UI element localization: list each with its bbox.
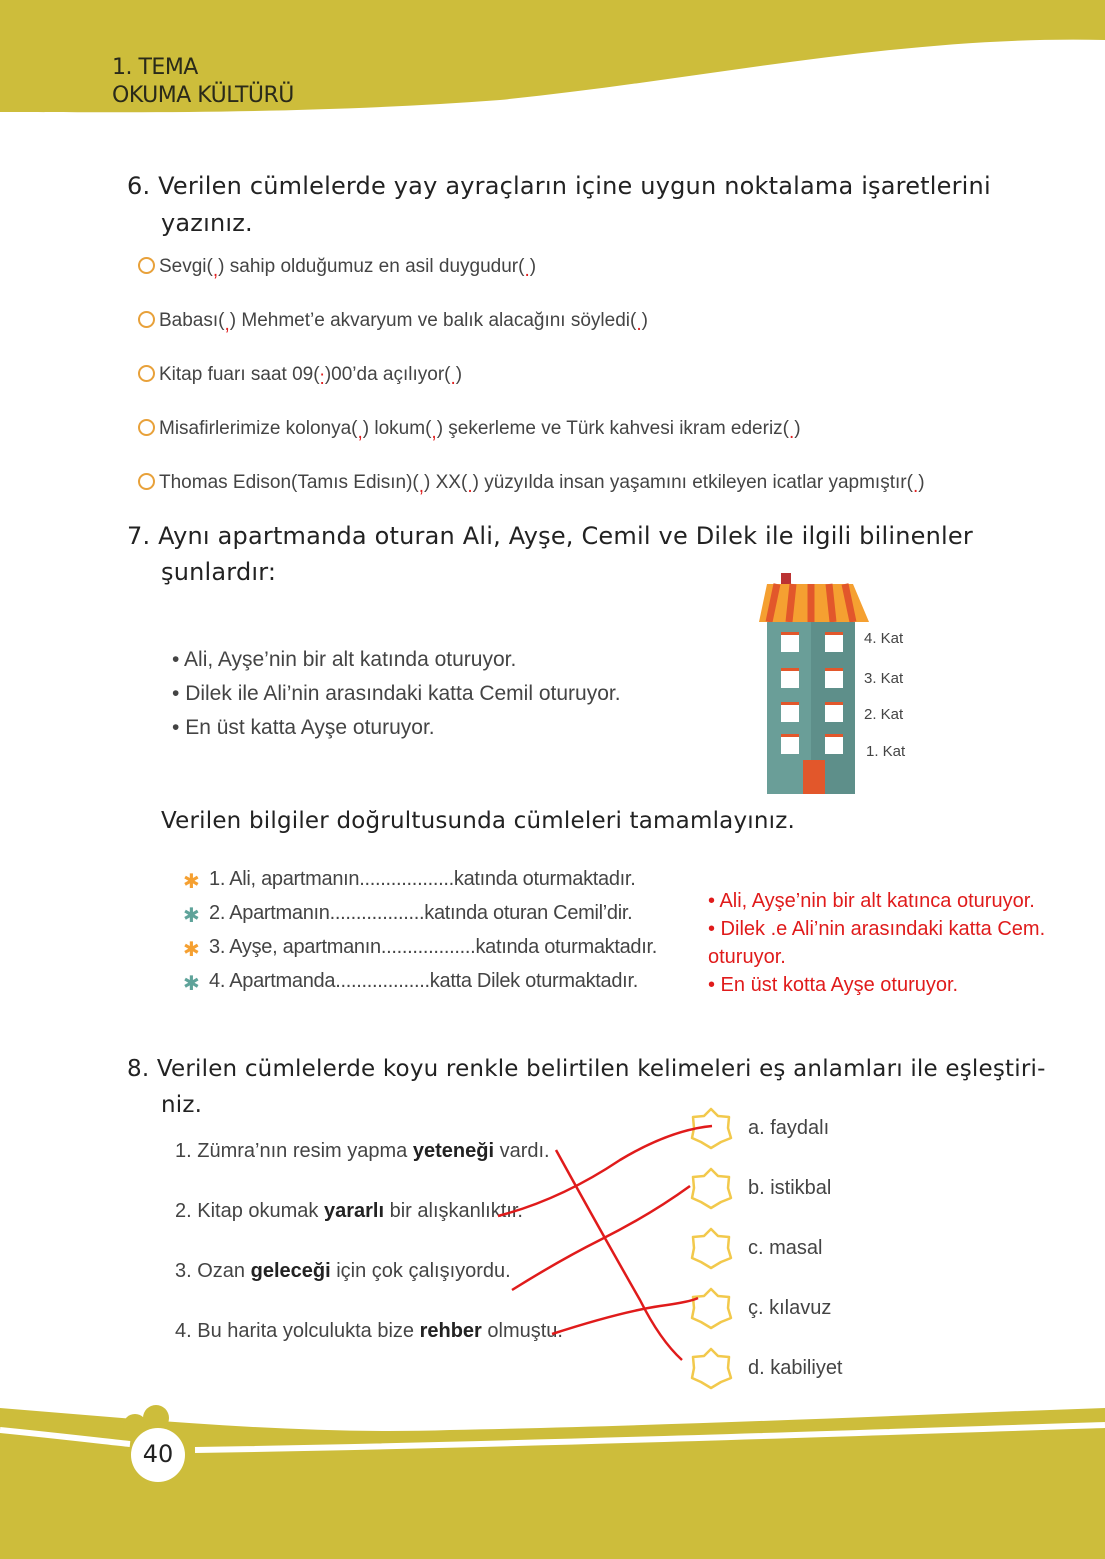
q8-sentence [175,1320,563,1343]
q8-sentence [175,1260,511,1283]
match-option[interactable] [688,1106,829,1150]
note-line: oturuyor. [708,946,786,968]
option-label: d. kabiliyet [748,1356,843,1379]
footer-band [0,1380,1105,1559]
q8-title-line2: niz. [161,1092,203,1118]
q6-sentence [138,256,537,281]
q8-sentence [175,1140,550,1163]
answer-mark: . [912,476,919,497]
sentence-text: ) XX( [424,472,468,493]
star-icon: ✱ [183,871,200,893]
answer-mark: : [319,368,325,389]
theme-title: OKUMA KÜLTÜRÜ [112,83,294,108]
answer-mark: . [450,368,456,389]
fill-item-text: 4. Apartmanda..................katta Dilek oturmaktadır. [209,970,638,992]
sentence-text: 3. Ozan [175,1260,251,1282]
q6-sentence [138,310,648,335]
answer-mark: , [431,422,437,443]
sentence-text: ) [918,472,925,493]
note-line: • Ali, Ayşe’nin bir alt katınca oturuyor. [708,890,1035,912]
sentence-text: ) lokum( [362,418,432,439]
bold-word: yararlı [323,1200,385,1222]
fact-1: • Ali, Ayşe’nin bir alt katında oturuyor. [172,648,517,671]
answer-mark: . [524,260,530,281]
sentence-text: Babası( [159,310,225,331]
answer-mark: , [224,314,230,335]
match-option[interactable] [688,1226,822,1270]
sentence-text: ) [455,364,463,385]
apartment-building-illustration [755,570,875,796]
answer-mark: , [357,422,363,443]
q6-sentence [138,364,463,389]
fill-item-text: 1. Ali, apartmanın..................katında oturmaktadır. [209,868,636,890]
sentence-text: için çok çalışıyordu. [330,1260,511,1282]
fact-2: • Dilek ile Ali’nin arasındaki katta Cemil oturuyor. [172,682,621,705]
flower-outline-icon [688,1106,734,1150]
sentence-text: 1. Zümra’nın resim yapma [175,1140,413,1162]
star-icon: ✱ [183,973,200,995]
theme-header [112,54,294,110]
bold-word: geleceği [250,1260,331,1282]
fill-item-text: 3. Ayşe, apartmanın..................katında oturmaktadır. [209,936,658,958]
sentence-text: ) sahip olduğumuz en asil duygudur( [218,256,525,277]
sentence-text: bir alışkanlıktır. [384,1200,523,1222]
fill-item-4 [183,970,638,996]
q8-title-line1: 8. Verilen cümlelerde koyu renkle belirtilen kelimeleri eş anlamları ile eşleştiri- [127,1056,1046,1082]
circle-bullet-icon [138,257,155,274]
q6-title-line2: yazınız. [161,209,253,237]
q7-title-line2: şunlardır: [161,558,277,586]
bold-word: yeteneği [412,1140,495,1162]
option-label: c. masal [748,1236,823,1259]
fact-text: Ali, Ayşe’nin bir alt katında oturuyor. [184,648,517,671]
sentence-text: olmuştu. [481,1320,563,1342]
answer-mark: , [418,476,425,497]
floor-label-2: 2. Kat [864,706,904,723]
sentence-text: ) şekerleme ve Türk kahvesi ikram ederiz( [436,418,789,439]
circle-bullet-icon [138,311,155,328]
note-line: • En üst kotta Ayşe oturuyor. [708,974,959,996]
sentence-text: 2. Kitap okumak [175,1200,324,1222]
q7-title-line1: 7. Aynı apartmanda oturan Ali, Ayşe, Cemil ve Dilek ile ilgili bilinenler [127,522,973,550]
sentence-text: )00’da açılıyor( [324,364,451,385]
star-icon: ✱ [183,939,200,961]
flower-outline-icon [688,1166,734,1210]
bold-word: rehber [419,1320,482,1342]
circle-bullet-icon [138,365,155,382]
floor-label-1: 1. Kat [866,743,906,760]
option-label: ç. kılavuz [748,1296,832,1319]
fact-text: En üst katta Ayşe oturuyor. [185,716,435,739]
match-option[interactable] [688,1166,831,1210]
flower-outline-icon [688,1286,734,1330]
fill-item-3 [183,936,657,962]
floor-label-4: 4. Kat [864,630,904,647]
q6-sentence [138,472,925,497]
note-line: • Dilek .e Ali’nin arasındaki katta Cem. [708,918,1046,940]
sentence-text: ) Mehmet’e akvaryum ve balık alacağını söyledi( [229,310,637,331]
fact-3: • En üst katta Ayşe oturuyor. [172,716,435,739]
sentence-text: ) yüzyılda insan yaşamını etkileyen icatlar yapmıştır( [472,472,913,493]
fill-item-1 [183,868,635,894]
circle-bullet-icon [138,473,155,490]
floor-label-3: 3. Kat [864,670,904,687]
option-label: b. istikbal [748,1176,832,1199]
sentence-text: ) [529,256,537,277]
match-line-3-b [512,1186,690,1290]
fact-text: Dilek ile Ali’nin arasındaki katta Cemil oturuyor. [185,682,621,705]
q8-sentence [175,1200,523,1223]
sentence-text: Kitap fuarı saat 09( [159,364,320,385]
sentence-text: 4. Bu harita yolculukta bize [175,1320,420,1342]
fill-item-text: 2. Apartmanın..................katında oturan Cemil’dir. [209,902,633,924]
answer-mark: . [636,314,642,335]
sentence-text: ) [794,418,801,439]
sentence-text: Sevgi( [159,256,213,277]
answer-mark: , [212,260,219,281]
q6-sentence [138,418,801,443]
sentence-text: vardı. [494,1140,550,1162]
match-option[interactable] [688,1286,831,1330]
handwritten-notes [708,887,1045,999]
match-line-4-ç [552,1298,698,1334]
option-label: a. faydalı [748,1116,830,1139]
q7-instruction: Verilen bilgiler doğrultusunda cümleleri tamamlayınız. [161,808,796,834]
page-number: 40 [142,1440,174,1468]
sentence-text: ) [641,310,648,331]
theme-number: 1. TEMA [112,55,198,80]
answer-mark: . [789,422,795,443]
answer-mark: . [467,476,473,497]
sentence-text: Misafirlerimize kolonya( [159,418,358,439]
q6-title-line1: 6. Verilen cümlelerde yay ayraçların içine uygun noktalama işaretlerini [127,172,991,200]
fill-item-2 [183,902,632,928]
match-line-1-d [556,1150,682,1360]
sentence-text: Thomas Edison(Tamıs Edisın)( [159,472,419,493]
circle-bullet-icon [138,419,155,436]
flower-outline-icon [688,1226,734,1270]
star-icon: ✱ [183,905,200,927]
